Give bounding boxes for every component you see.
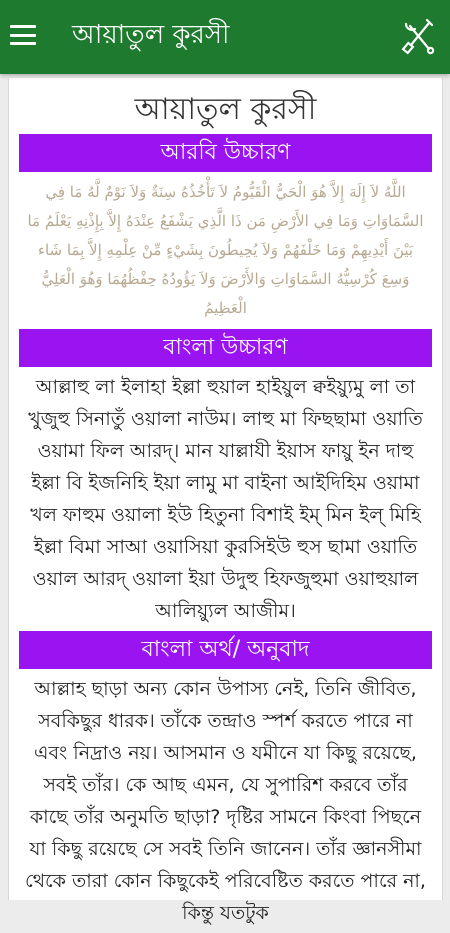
app-bar bbox=[0, 0, 450, 74]
page-title: আয়াতুল কুরসী bbox=[134, 92, 317, 127]
app-title: আয়াতুল কুরসী bbox=[72, 20, 230, 50]
section-header-bangla-meaning: বাংলা অর্থ/ অনুবাদ bbox=[19, 631, 432, 669]
section-header-bangla-pronunciation: বাংলা উচ্চারণ bbox=[19, 329, 432, 367]
bangla-meaning-text: আল্লাহ ছাড়া অন্য কোন উপাস্য নেই, তিনি জীবিত, সবকিছুর ধারক। তাঁকে তন্দ্রাও স্পর্শ করতে পারে না এবং নিদ্রাও নয়। আসমান ও যমীনে যা কিছু রয়েছে, সবই তাঁর। কে আছ এমন, যে সুপারিশ করবে তাঁর কাছে তাঁর অনুমতি ছাড়া? দৃষ্টির সামনে কিংবা পিছনে যা কিছু রয়েছে সে সবই তিনি জানেন। তাঁর জ্ঞানসীমা থেকে তারা কোন কিছুকেই পরিবেষ্টিত করতে পারে না, কিন্তু যতটুক bbox=[25, 678, 426, 924]
section-header-arabic: আরবি উচ্চারণ bbox=[19, 134, 432, 172]
wrench-screwdriver-icon[interactable] bbox=[402, 16, 436, 56]
hamburger-menu-icon[interactable] bbox=[10, 22, 36, 48]
arabic-text: اللَّهُ لاَ إِلَهَ إِلاَّ هُوَ الْحَيُّ الْقَيُّومُ لاَ تَأْخُذُهُ سِنَةٌ وَلاَ نَوْمٌ لَّهُ مَا فِي السَّمَاوَاتِ وَمَا فِي الأَرْضِ مَن ذَا الَّذِي يَشْفَعُ عِنْدَهُ إِلاَّ بِإِذْنِهِ يَعْلَمُ مَا بَيْنَ أَيْدِيهِمْ وَمَا خَلْفَهُمْ وَلاَ يُحِيطُونَ بِشَيْءٍ مِّنْ عِلْمِهِ إِلاَّ بِمَا شَاء وَسِعَ كُرْسِيُّهُ السَّمَاوَاتِ وَالأَرْضَ وَلاَ يَؤُودُهُ حِفْظُهُمَا وَهُوَ الْعَلِيُّ الْعَظِيمُ bbox=[27, 183, 424, 317]
content-area[interactable] bbox=[8, 78, 443, 924]
bangla-pronunciation-text: আল্লাহু লা ইলাহা ইল্লা হুয়াল হাইয়ুল ক্বইয়্যুমু লা তা খুজুহু সিনাতুঁ ওয়ালা নাউম। লাহু মা ফিছছামা ওয়াতি ওয়ামা ফিল আরদ্। মান যাল্লাযী ইয়াস ফায়ু ইন দাহু ইল্লা বি ইজনিহি ইয়া লামু মা বাইনা আইদিহিম ওয়ামা খল ফাহুম ওয়ালা ইউ হিতুনা বিশাই ইম্ মিন ইল্ মিহি ইল্লা বিমা সাআ ওয়াসিয়া কুরসিইউ হুস ছামা ওয়াতি ওয়াল আরদ্ ওয়ালা ইয়া উদুহু হিফজুহুমা ওয়াহুয়াল আলিয়্যুল আজীম। bbox=[28, 376, 423, 622]
